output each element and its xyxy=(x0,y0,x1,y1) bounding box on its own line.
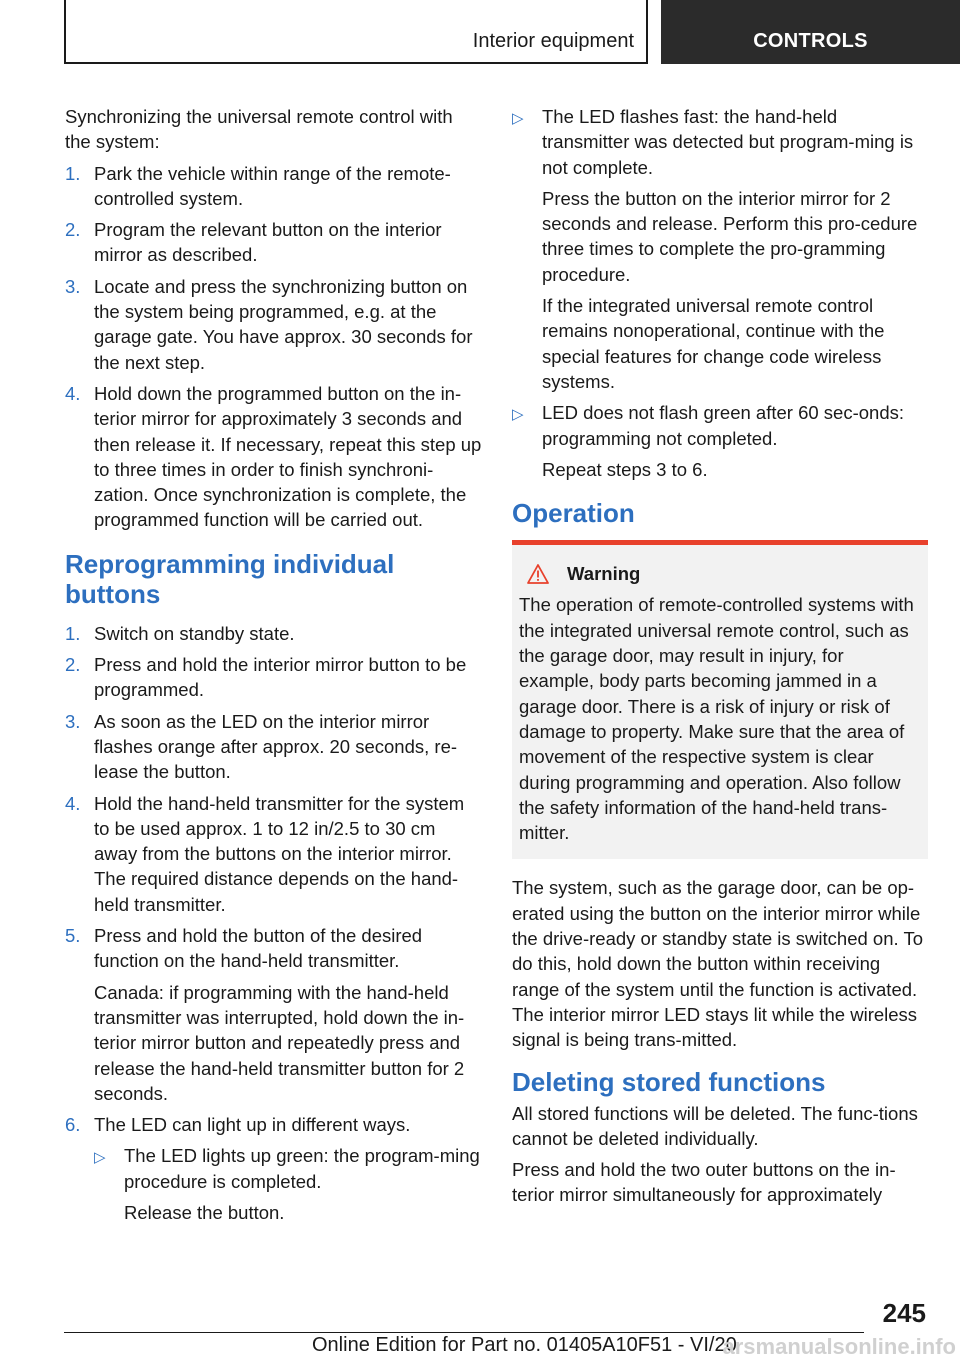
fast-flash-instruction: Press the button on the interior mirror for 2 seconds and release. Perform this pro-cedure three times to complete the pro-gramming procedure. xyxy=(542,187,918,285)
list-item xyxy=(65,621,483,646)
sync-steps-list xyxy=(65,161,483,533)
led-green-action: Release the button. xyxy=(124,1201,285,1223)
warning-title-row xyxy=(519,561,921,586)
step-note: Canada: if programming with the hand-held transmitter was interrupted, hold down the in-terior mirror button and repeatedly press and release the hand-held transmitter button for 2 seconds. xyxy=(94,981,465,1104)
footer-edition: Online Edition for Part no. 01405A10F51 - VI/20 xyxy=(312,1334,737,1356)
watermark: arsmanualsonline.info xyxy=(722,1334,956,1359)
list-item xyxy=(512,104,928,394)
step-number: 4. xyxy=(65,792,81,814)
left-column xyxy=(65,104,483,1231)
warning-title: Warning xyxy=(567,563,641,585)
led-green-text: The LED lights up green: the program-ming procedure is completed. xyxy=(124,1145,480,1192)
list-item xyxy=(65,217,483,268)
deleting-heading: Deleting stored functions xyxy=(512,1066,826,1097)
step-number: 1. xyxy=(65,622,81,644)
reprogramming-heading: Reprogramming individual buttons xyxy=(65,548,395,609)
list-item xyxy=(65,1112,483,1225)
step-text: Park the vehicle within range of the remote-controlled system. xyxy=(94,162,451,209)
list-item xyxy=(65,274,483,375)
sync-intro: Synchronizing the universal remote control with the system: xyxy=(65,106,453,153)
no-flash-instruction: Repeat steps 3 to 6. xyxy=(542,458,708,480)
step-text: Press and hold the button of the desired function on the hand-held transmitter. xyxy=(94,925,423,972)
step-text: Hold the hand-held transmitter for the system to be used approx. 1 to 12 in/2.5 to 30 cm away from the buttons on the interior mirror. The required distance depends on the hand-held transmitter. xyxy=(94,792,465,915)
deleting-text-2: Press and hold the two outer buttons on the in-terior mirror simultaneously for approximately xyxy=(512,1159,896,1206)
list-item xyxy=(65,652,483,703)
step-number: 3. xyxy=(65,710,81,732)
triangle-bullet-icon: ▷ xyxy=(512,406,524,424)
list-item xyxy=(65,791,483,917)
step-text: Program the relevant button on the interior mirror as described. xyxy=(94,219,442,266)
list-item xyxy=(512,400,928,482)
triangle-bullet-icon: ▷ xyxy=(94,1149,106,1167)
list-item xyxy=(65,161,483,212)
operation-heading: Operation xyxy=(512,498,635,529)
led-states-list xyxy=(94,1143,483,1225)
triangle-bullet-icon: ▷ xyxy=(512,110,524,127)
step-number: 4. xyxy=(65,382,81,404)
warning-triangle-icon xyxy=(527,564,549,584)
no-flash-text: LED does not flash green after 60 sec-onds: programming not completed. xyxy=(542,402,904,449)
step-number: 1. xyxy=(65,162,81,184)
fast-flash-text: The LED flashes fast: the hand-held transmitter was detected but program-ming is not complete. xyxy=(542,106,914,178)
operation-text: The system, such as the garage door, can be op-erated using the button on the interior mirror while the drive-ready or standby state is switched on. To do this, hold down the button within receiving range of the system until the function is activated. The interior mirror LED stays lit while the wireless signal is being trans-mitted. xyxy=(512,877,923,1051)
list-item xyxy=(65,709,483,785)
header-chapter-title: CONTROLS xyxy=(753,30,868,52)
right-column xyxy=(512,104,928,1214)
list-item xyxy=(65,381,483,533)
header-section-box xyxy=(64,0,648,64)
led-states-list-continued xyxy=(512,104,928,482)
step-number: 5. xyxy=(65,925,81,947)
warning-text: The operation of remote-controlled systems with the integrated universal remote control, such as the garage door, may result in injury, for example, body parts becoming jammed in a garage door. There is a risk of injury or risk of damage to property. Make sure that the area of movement of the respective system is clear during programming and operation. Also follow the safety information of the hand-held trans-mitter. xyxy=(519,594,914,844)
step-text: Hold down the programmed button on the in-terior mirror for approximately 3 seconds and then release it. If necessary, repeat this step up to three times in order to finish synchroni-zation. Once synchronization is complete, the programmed function will be carried out. xyxy=(94,382,482,531)
step-number: 2. xyxy=(65,654,81,676)
list-item xyxy=(65,923,483,1106)
step-text: The LED can light up in different ways. xyxy=(94,1114,411,1136)
step-number: 3. xyxy=(65,275,81,297)
header-section-title: Interior equipment xyxy=(472,30,634,52)
reprog-steps-list xyxy=(65,621,483,1226)
step-text: As soon as the LED on the interior mirror flashes orange after approx. 20 seconds, re-lease the button. xyxy=(94,710,458,783)
fast-flash-note: If the integrated universal remote control remains nonoperational, continue with the special features for change code wireless systems. xyxy=(542,295,885,392)
list-item xyxy=(94,1143,483,1225)
warning-box xyxy=(512,540,928,859)
page-number: 245 xyxy=(882,1298,926,1328)
step-text: Press and hold the interior mirror button to be programmed. xyxy=(94,654,467,701)
step-text: Switch on standby state. xyxy=(94,622,295,644)
step-number: 2. xyxy=(65,219,81,241)
header-chapter-tab xyxy=(661,0,960,64)
step-number: 6. xyxy=(65,1114,81,1136)
deleting-text-1: All stored functions will be deleted. The func-tions cannot be deleted individually. xyxy=(512,1102,918,1149)
footer-divider xyxy=(64,1332,864,1333)
step-text: Locate and press the synchronizing button on the system being programmed, e.g. at the garage gate. You have approx. 30 seconds for the next step. xyxy=(94,275,473,373)
